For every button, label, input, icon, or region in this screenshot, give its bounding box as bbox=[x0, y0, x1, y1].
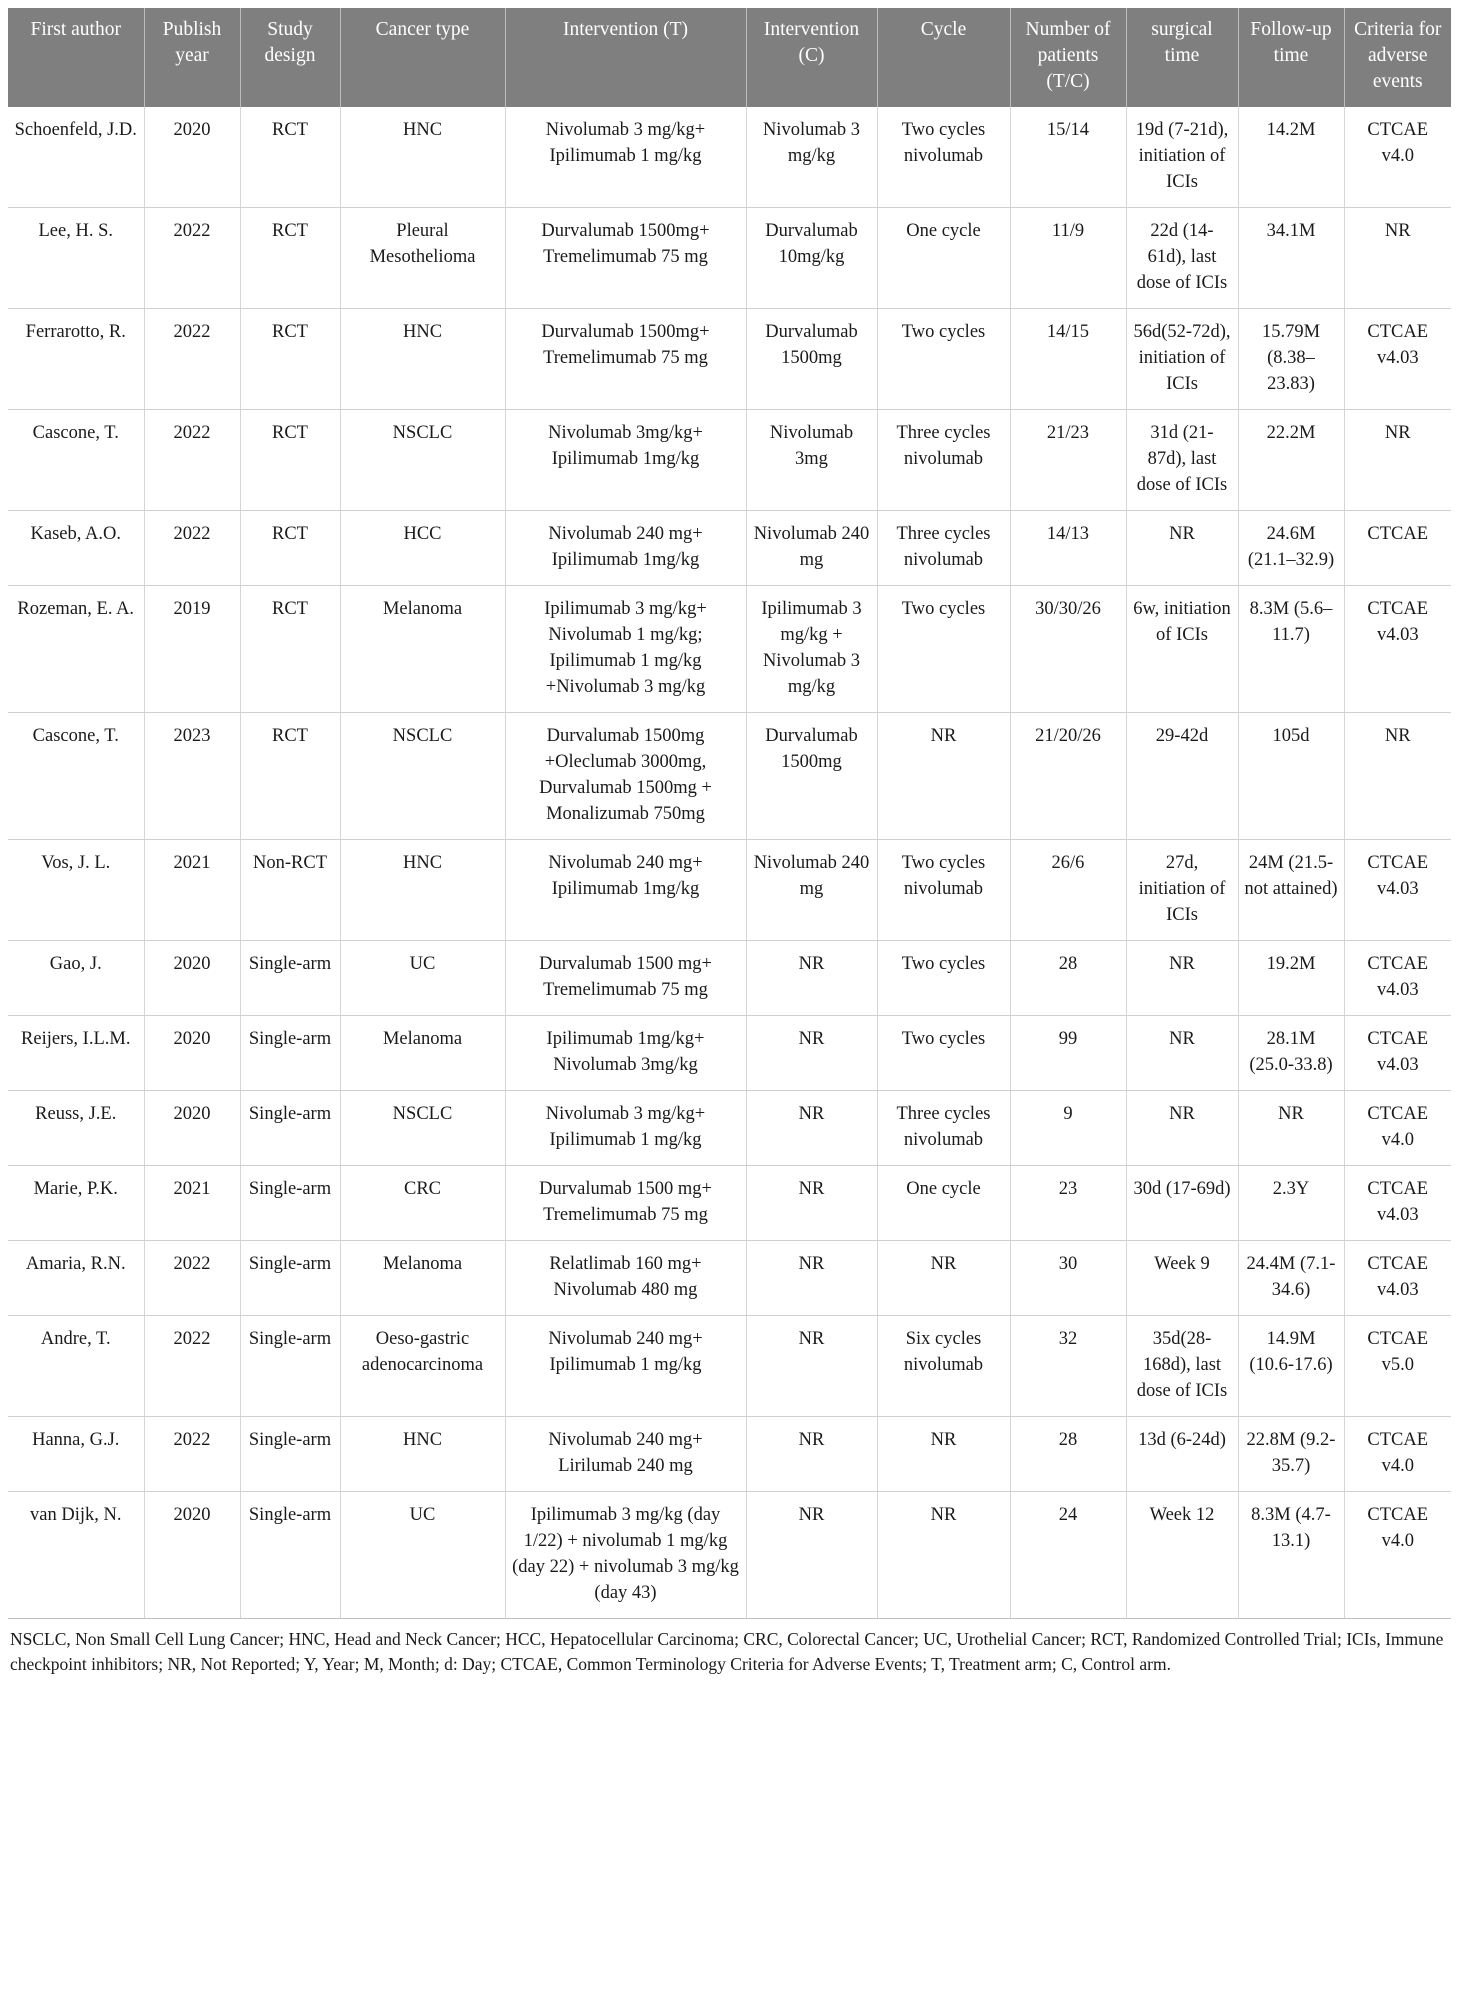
cell-criteria-adverse-events: CTCAE v5.0 bbox=[1344, 1316, 1451, 1417]
cell-number-of-patients: 30/30/26 bbox=[1010, 586, 1126, 713]
table-row bbox=[8, 1316, 1451, 1417]
cell-surgical-time: 31d (21-87d), last dose of ICIs bbox=[1126, 410, 1238, 511]
table-row bbox=[8, 1417, 1451, 1492]
cell-criteria-adverse-events: CTCAE v4.03 bbox=[1344, 840, 1451, 941]
cell-surgical-time: 6w, initiation of ICIs bbox=[1126, 586, 1238, 713]
cell-first-author: Andre, T. bbox=[8, 1316, 144, 1417]
cell-publish-year: 2020 bbox=[144, 107, 240, 208]
cell-surgical-time: 56d(52-72d), initiation of ICIs bbox=[1126, 309, 1238, 410]
cell-cycle: Two cycles bbox=[877, 941, 1010, 1016]
table-row bbox=[8, 1016, 1451, 1091]
table-row bbox=[8, 309, 1451, 410]
cell-cycle: Three cycles nivolumab bbox=[877, 410, 1010, 511]
cell-study-design: RCT bbox=[240, 511, 340, 586]
cell-cancer-type: HCC bbox=[340, 511, 505, 586]
cell-intervention-c: NR bbox=[746, 1241, 877, 1316]
cell-intervention-t: Nivolumab 240 mg+ Ipilimumab 1mg/kg bbox=[505, 511, 746, 586]
cell-criteria-adverse-events: CTCAE v4.03 bbox=[1344, 309, 1451, 410]
cell-criteria-adverse-events: CTCAE v4.03 bbox=[1344, 1241, 1451, 1316]
cell-cycle: One cycle bbox=[877, 1166, 1010, 1241]
cell-follow-up-time: 19.2M bbox=[1238, 941, 1344, 1016]
cell-criteria-adverse-events: CTCAE v4.0 bbox=[1344, 1091, 1451, 1166]
cell-cycle: Three cycles nivolumab bbox=[877, 511, 1010, 586]
cell-criteria-adverse-events: NR bbox=[1344, 410, 1451, 511]
table-row bbox=[8, 941, 1451, 1016]
col-header-first-author: First author bbox=[8, 8, 144, 107]
cell-intervention-c: Nivolumab 3 mg/kg bbox=[746, 107, 877, 208]
cell-publish-year: 2022 bbox=[144, 208, 240, 309]
cell-follow-up-time: 14.9M (10.6-17.6) bbox=[1238, 1316, 1344, 1417]
table-body bbox=[8, 107, 1451, 1619]
col-header-cancer-type: Cancer type bbox=[340, 8, 505, 107]
cell-publish-year: 2019 bbox=[144, 586, 240, 713]
cell-first-author: Schoenfeld, J.D. bbox=[8, 107, 144, 208]
cell-study-design: Single-arm bbox=[240, 1016, 340, 1091]
cell-surgical-time: 19d (7-21d), initiation of ICIs bbox=[1126, 107, 1238, 208]
cell-study-design: Single-arm bbox=[240, 1492, 340, 1619]
cell-first-author: Marie, P.K. bbox=[8, 1166, 144, 1241]
col-header-intervention-t: Intervention (T) bbox=[505, 8, 746, 107]
cell-publish-year: 2022 bbox=[144, 511, 240, 586]
cell-follow-up-time: 8.3M (5.6–11.7) bbox=[1238, 586, 1344, 713]
cell-number-of-patients: 30 bbox=[1010, 1241, 1126, 1316]
col-header-study-design: Study design bbox=[240, 8, 340, 107]
cell-first-author: Gao, J. bbox=[8, 941, 144, 1016]
table-row bbox=[8, 713, 1451, 840]
cell-study-design: Single-arm bbox=[240, 1316, 340, 1417]
table-footnote: NSCLC, Non Small Cell Lung Cancer; HNC, Head and Neck Cancer; HCC, Hepatocellular Carcinoma; CRC, Colorectal Cancer; UC, Urothelial Cancer; RCT, Randomized Controlled Trial; ICIs, Immune checkpoint inhibitors; NR, Not Reported; Y, Year; M, Month; d: Day; CTCAE, Common Terminology Criteria for Adverse Events; T, Treatment arm; C, Control arm. bbox=[10, 1629, 1444, 1674]
cell-cycle: Two cycles bbox=[877, 586, 1010, 713]
cell-cancer-type: NSCLC bbox=[340, 1091, 505, 1166]
cell-intervention-t: Durvalumab 1500mg +Oleclumab 3000mg, Durvalumab 1500mg + Monalizumab 750mg bbox=[505, 713, 746, 840]
col-header-publish-year: Publish year bbox=[144, 8, 240, 107]
col-header-cycle: Cycle bbox=[877, 8, 1010, 107]
table-row bbox=[8, 410, 1451, 511]
cell-publish-year: 2020 bbox=[144, 941, 240, 1016]
cell-criteria-adverse-events: CTCAE v4.0 bbox=[1344, 1492, 1451, 1619]
cell-number-of-patients: 24 bbox=[1010, 1492, 1126, 1619]
cell-cancer-type: UC bbox=[340, 1492, 505, 1619]
cell-number-of-patients: 9 bbox=[1010, 1091, 1126, 1166]
cell-criteria-adverse-events: CTCAE v4.03 bbox=[1344, 941, 1451, 1016]
cell-cycle: Two cycles nivolumab bbox=[877, 840, 1010, 941]
cell-study-design: Single-arm bbox=[240, 1417, 340, 1492]
cell-cycle: One cycle bbox=[877, 208, 1010, 309]
cell-intervention-t: Nivolumab 240 mg+ Lirilumab 240 mg bbox=[505, 1417, 746, 1492]
cell-surgical-time: NR bbox=[1126, 1091, 1238, 1166]
cell-intervention-t: Nivolumab 240 mg+ Ipilimumab 1 mg/kg bbox=[505, 1316, 746, 1417]
cell-publish-year: 2022 bbox=[144, 1241, 240, 1316]
cell-criteria-adverse-events: CTCAE v4.0 bbox=[1344, 107, 1451, 208]
cell-follow-up-time: 8.3M (4.7-13.1) bbox=[1238, 1492, 1344, 1619]
cell-study-design: RCT bbox=[240, 586, 340, 713]
table-row bbox=[8, 1241, 1451, 1316]
cell-intervention-t: Durvalumab 1500mg+ Tremelimumab 75 mg bbox=[505, 309, 746, 410]
cell-number-of-patients: 11/9 bbox=[1010, 208, 1126, 309]
cell-cancer-type: HNC bbox=[340, 107, 505, 208]
cell-first-author: Reuss, J.E. bbox=[8, 1091, 144, 1166]
cell-criteria-adverse-events: NR bbox=[1344, 208, 1451, 309]
cell-number-of-patients: 26/6 bbox=[1010, 840, 1126, 941]
cell-intervention-t: Nivolumab 240 mg+ Ipilimumab 1mg/kg bbox=[505, 840, 746, 941]
cell-follow-up-time: 34.1M bbox=[1238, 208, 1344, 309]
cell-surgical-time: 13d (6-24d) bbox=[1126, 1417, 1238, 1492]
cell-cancer-type: Oeso-gastric adenocarcinoma bbox=[340, 1316, 505, 1417]
cell-criteria-adverse-events: CTCAE v4.03 bbox=[1344, 1166, 1451, 1241]
cell-first-author: van Dijk, N. bbox=[8, 1492, 144, 1619]
cell-publish-year: 2020 bbox=[144, 1016, 240, 1091]
cell-cycle: NR bbox=[877, 1241, 1010, 1316]
cell-follow-up-time: 15.79M (8.38–23.83) bbox=[1238, 309, 1344, 410]
cell-number-of-patients: 15/14 bbox=[1010, 107, 1126, 208]
cell-follow-up-time: 105d bbox=[1238, 713, 1344, 840]
cell-publish-year: 2022 bbox=[144, 410, 240, 511]
col-header-follow-up-time: Follow-up time bbox=[1238, 8, 1344, 107]
cell-number-of-patients: 28 bbox=[1010, 941, 1126, 1016]
studies-table bbox=[8, 8, 1451, 1619]
cell-criteria-adverse-events: NR bbox=[1344, 713, 1451, 840]
cell-follow-up-time: 14.2M bbox=[1238, 107, 1344, 208]
cell-number-of-patients: 14/15 bbox=[1010, 309, 1126, 410]
cell-cancer-type: Melanoma bbox=[340, 586, 505, 713]
cell-publish-year: 2022 bbox=[144, 1417, 240, 1492]
cell-cycle: Two cycles bbox=[877, 309, 1010, 410]
cell-follow-up-time: 24.4M (7.1-34.6) bbox=[1238, 1241, 1344, 1316]
cell-intervention-t: Nivolumab 3 mg/kg+ Ipilimumab 1 mg/kg bbox=[505, 107, 746, 208]
cell-intervention-t: Nivolumab 3 mg/kg+ Ipilimumab 1 mg/kg bbox=[505, 1091, 746, 1166]
cell-surgical-time: Week 9 bbox=[1126, 1241, 1238, 1316]
cell-study-design: RCT bbox=[240, 410, 340, 511]
cell-first-author: Cascone, T. bbox=[8, 713, 144, 840]
cell-surgical-time: Week 12 bbox=[1126, 1492, 1238, 1619]
cell-publish-year: 2022 bbox=[144, 1316, 240, 1417]
cell-intervention-c: Nivolumab 240 mg bbox=[746, 840, 877, 941]
cell-follow-up-time: 28.1M (25.0-33.8) bbox=[1238, 1016, 1344, 1091]
cell-intervention-t: Ipilimumab 1mg/kg+ Nivolumab 3mg/kg bbox=[505, 1016, 746, 1091]
cell-number-of-patients: 21/20/26 bbox=[1010, 713, 1126, 840]
cell-cycle: Six cycles nivolumab bbox=[877, 1316, 1010, 1417]
cell-intervention-c: NR bbox=[746, 1016, 877, 1091]
cell-publish-year: 2021 bbox=[144, 1166, 240, 1241]
cell-cancer-type: Melanoma bbox=[340, 1016, 505, 1091]
table-row bbox=[8, 840, 1451, 941]
cell-follow-up-time: 2.3Y bbox=[1238, 1166, 1344, 1241]
cell-cycle: NR bbox=[877, 1417, 1010, 1492]
cell-surgical-time: NR bbox=[1126, 941, 1238, 1016]
cell-intervention-c: Durvalumab 10mg/kg bbox=[746, 208, 877, 309]
cell-intervention-t: Nivolumab 3mg/kg+ Ipilimumab 1mg/kg bbox=[505, 410, 746, 511]
cell-first-author: Cascone, T. bbox=[8, 410, 144, 511]
cell-surgical-time: 35d(28-168d), last dose of ICIs bbox=[1126, 1316, 1238, 1417]
cell-intervention-t: Durvalumab 1500mg+ Tremelimumab 75 mg bbox=[505, 208, 746, 309]
cell-intervention-c: Nivolumab 3mg bbox=[746, 410, 877, 511]
cell-surgical-time: 30d (17-69d) bbox=[1126, 1166, 1238, 1241]
cell-cancer-type: CRC bbox=[340, 1166, 505, 1241]
cell-first-author: Kaseb, A.O. bbox=[8, 511, 144, 586]
table-row bbox=[8, 107, 1451, 208]
cell-cancer-type: HNC bbox=[340, 840, 505, 941]
cell-first-author: Amaria, R.N. bbox=[8, 1241, 144, 1316]
cell-number-of-patients: 23 bbox=[1010, 1166, 1126, 1241]
table-row bbox=[8, 208, 1451, 309]
cell-follow-up-time: 24.6M (21.1–32.9) bbox=[1238, 511, 1344, 586]
cell-follow-up-time: 22.2M bbox=[1238, 410, 1344, 511]
cell-first-author: Lee, H. S. bbox=[8, 208, 144, 309]
cell-number-of-patients: 28 bbox=[1010, 1417, 1126, 1492]
cell-surgical-time: 22d (14-61d), last dose of ICIs bbox=[1126, 208, 1238, 309]
cell-cycle: Two cycles nivolumab bbox=[877, 107, 1010, 208]
cell-publish-year: 2020 bbox=[144, 1091, 240, 1166]
col-header-criteria-adverse-events: Criteria for adverse events bbox=[1344, 8, 1451, 107]
cell-cancer-type: NSCLC bbox=[340, 410, 505, 511]
col-header-number-of-patients: Number of patients (T/C) bbox=[1010, 8, 1126, 107]
cell-surgical-time: 29-42d bbox=[1126, 713, 1238, 840]
cell-intervention-c: Durvalumab 1500mg bbox=[746, 309, 877, 410]
cell-cancer-type: Melanoma bbox=[340, 1241, 505, 1316]
cell-intervention-c: NR bbox=[746, 941, 877, 1016]
cell-cancer-type: UC bbox=[340, 941, 505, 1016]
col-header-surgical-time: surgical time bbox=[1126, 8, 1238, 107]
document bbox=[8, 8, 1451, 1677]
cell-intervention-c: NR bbox=[746, 1492, 877, 1619]
cell-cycle: NR bbox=[877, 713, 1010, 840]
cell-intervention-t: Relatlimab 160 mg+ Nivolumab 480 mg bbox=[505, 1241, 746, 1316]
cell-cancer-type: HNC bbox=[340, 1417, 505, 1492]
cell-study-design: Single-arm bbox=[240, 1091, 340, 1166]
header-row bbox=[8, 8, 1451, 107]
cell-cycle: Three cycles nivolumab bbox=[877, 1091, 1010, 1166]
cell-number-of-patients: 99 bbox=[1010, 1016, 1126, 1091]
cell-intervention-t: Ipilimumab 3 mg/kg+ Nivolumab 1 mg/kg; Ipilimumab 1 mg/kg +Nivolumab 3 mg/kg bbox=[505, 586, 746, 713]
cell-surgical-time: NR bbox=[1126, 511, 1238, 586]
cell-surgical-time: NR bbox=[1126, 1016, 1238, 1091]
col-header-intervention-c: Intervention (C) bbox=[746, 8, 877, 107]
cell-study-design: Single-arm bbox=[240, 1241, 340, 1316]
cell-first-author: Vos, J. L. bbox=[8, 840, 144, 941]
cell-intervention-c: Durvalumab 1500mg bbox=[746, 713, 877, 840]
cell-surgical-time: 27d, initiation of ICIs bbox=[1126, 840, 1238, 941]
cell-intervention-t: Durvalumab 1500 mg+ Tremelimumab 75 mg bbox=[505, 1166, 746, 1241]
cell-intervention-c: NR bbox=[746, 1166, 877, 1241]
cell-criteria-adverse-events: CTCAE v4.03 bbox=[1344, 1016, 1451, 1091]
cell-cancer-type: Pleural Mesothelioma bbox=[340, 208, 505, 309]
cell-cycle: Two cycles bbox=[877, 1016, 1010, 1091]
cell-study-design: Single-arm bbox=[240, 1166, 340, 1241]
cell-study-design: RCT bbox=[240, 208, 340, 309]
table-row bbox=[8, 1091, 1451, 1166]
table-row bbox=[8, 511, 1451, 586]
cell-intervention-c: NR bbox=[746, 1316, 877, 1417]
cell-publish-year: 2023 bbox=[144, 713, 240, 840]
cell-first-author: Reijers, I.L.M. bbox=[8, 1016, 144, 1091]
cell-cancer-type: NSCLC bbox=[340, 713, 505, 840]
cell-intervention-c: Nivolumab 240 mg bbox=[746, 511, 877, 586]
cell-first-author: Hanna, G.J. bbox=[8, 1417, 144, 1492]
cell-follow-up-time: 24M (21.5-not attained) bbox=[1238, 840, 1344, 941]
cell-intervention-t: Durvalumab 1500 mg+ Tremelimumab 75 mg bbox=[505, 941, 746, 1016]
cell-number-of-patients: 32 bbox=[1010, 1316, 1126, 1417]
cell-study-design: RCT bbox=[240, 309, 340, 410]
cell-cycle: NR bbox=[877, 1492, 1010, 1619]
cell-cancer-type: HNC bbox=[340, 309, 505, 410]
cell-number-of-patients: 14/13 bbox=[1010, 511, 1126, 586]
table-row bbox=[8, 1492, 1451, 1619]
cell-intervention-c: NR bbox=[746, 1091, 877, 1166]
cell-first-author: Ferrarotto, R. bbox=[8, 309, 144, 410]
cell-study-design: Single-arm bbox=[240, 941, 340, 1016]
cell-number-of-patients: 21/23 bbox=[1010, 410, 1126, 511]
table-row bbox=[8, 1166, 1451, 1241]
cell-criteria-adverse-events: CTCAE bbox=[1344, 511, 1451, 586]
cell-first-author: Rozeman, E. A. bbox=[8, 586, 144, 713]
cell-publish-year: 2021 bbox=[144, 840, 240, 941]
cell-study-design: RCT bbox=[240, 107, 340, 208]
cell-criteria-adverse-events: CTCAE v4.03 bbox=[1344, 586, 1451, 713]
cell-publish-year: 2022 bbox=[144, 309, 240, 410]
table-row bbox=[8, 586, 1451, 713]
cell-study-design: Non-RCT bbox=[240, 840, 340, 941]
cell-intervention-t: Ipilimumab 3 mg/kg (day 1/22) + nivolumab 1 mg/kg (day 22) + nivolumab 3 mg/kg (day 43) bbox=[505, 1492, 746, 1619]
cell-criteria-adverse-events: CTCAE v4.0 bbox=[1344, 1417, 1451, 1492]
cell-publish-year: 2020 bbox=[144, 1492, 240, 1619]
cell-study-design: RCT bbox=[240, 713, 340, 840]
cell-follow-up-time: 22.8M (9.2-35.7) bbox=[1238, 1417, 1344, 1492]
cell-intervention-c: Ipilimumab 3 mg/kg + Nivolumab 3 mg/kg bbox=[746, 586, 877, 713]
cell-intervention-c: NR bbox=[746, 1417, 877, 1492]
cell-follow-up-time: NR bbox=[1238, 1091, 1344, 1166]
